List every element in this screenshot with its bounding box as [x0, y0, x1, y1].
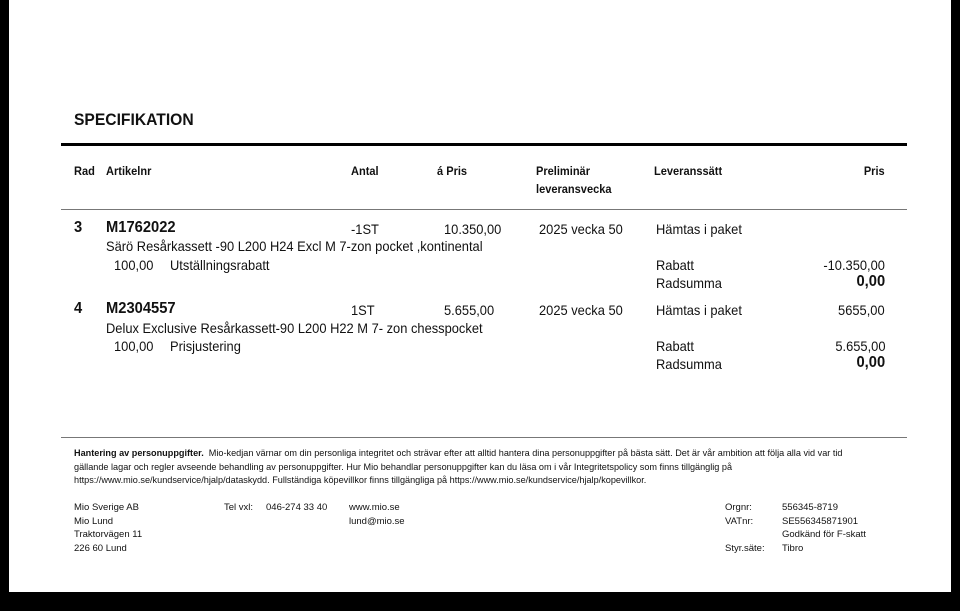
- radsumma-value: 0,00: [856, 273, 885, 290]
- phone-number: 046-274 33 40: [266, 502, 328, 513]
- discount-percent: 100,00: [114, 338, 154, 354]
- article-number: M1762022: [106, 219, 176, 236]
- col-leveransvecka-line2: leveransvecka: [536, 182, 612, 196]
- document-page: [9, 0, 951, 592]
- col-a-pris: á Pris: [437, 164, 468, 178]
- radsumma-label: Radsumma: [656, 275, 722, 291]
- website-link[interactable]: www.mio.se: [349, 502, 400, 513]
- col-leveransvecka-line1: Preliminär: [536, 164, 591, 178]
- orgnr-value: 556345-8719: [782, 502, 838, 513]
- rabatt-value: -10.350,00: [823, 257, 885, 273]
- company-name: Mio Sverige AB: [74, 502, 139, 513]
- footer-address: [74, 501, 142, 555]
- radsumma-value: 0,00: [856, 354, 885, 371]
- unit-price: 10.350,00: [444, 221, 502, 237]
- vatnr-label: VATnr:: [725, 515, 754, 527]
- line-price: 5655,00: [838, 302, 885, 318]
- email-link[interactable]: lund@mio.se: [349, 515, 405, 527]
- street-address: Traktorvägen 11: [74, 529, 143, 540]
- discount-label: Prisjustering: [170, 338, 241, 354]
- store-name: Mio Lund: [74, 515, 114, 527]
- delivery-method: Hämtas i paket: [656, 302, 742, 318]
- orgnr-label: Orgnr:: [725, 502, 752, 513]
- rabatt-label: Rabatt: [656, 257, 694, 273]
- discount-label: Utställningsrabatt: [170, 257, 270, 273]
- item-description: Delux Exclusive Resårkassett-90 L200 H22 M 7- zon chesspocket: [106, 320, 483, 336]
- privacy-notice: [74, 447, 861, 488]
- privacy-notice-heading: Hantering av personuppgifter.: [74, 448, 204, 459]
- page-title: SPECIFIKATION: [74, 110, 194, 129]
- radsumma-label: Radsumma: [656, 356, 722, 372]
- rabatt-label: Rabatt: [656, 338, 694, 354]
- delivery-method: Hämtas i paket: [656, 221, 742, 237]
- header-top-rule: [61, 143, 907, 146]
- discount-percent: 100,00: [114, 257, 154, 273]
- header-bottom-rule: [61, 209, 907, 210]
- footer-top-rule: [61, 437, 907, 438]
- styrsate-label: Styr.säte:: [725, 542, 765, 554]
- phone-label: Tel vxl:: [224, 502, 254, 513]
- item-description: Särö Resårkassett -90 L200 H24 Excl M 7-zon pocket ,kontinental: [106, 238, 483, 254]
- col-rad: Rad: [74, 164, 95, 178]
- footer-web: [349, 501, 405, 528]
- col-pris: Pris: [864, 164, 885, 178]
- col-leveranssatt: Leveranssätt: [654, 164, 723, 178]
- row-number: 4: [74, 300, 83, 317]
- footer-values: [782, 501, 866, 555]
- delivery-week: 2025 vecka 50: [539, 302, 623, 318]
- styrsate-value: Tibro: [782, 542, 804, 554]
- quantity: -1ST: [351, 221, 379, 237]
- col-antal: Antal: [351, 164, 379, 178]
- fskatt-text: Godkänd för F-skatt: [782, 529, 866, 540]
- delivery-week: 2025 vecka 50: [539, 221, 623, 237]
- postal-address: 226 60 Lund: [74, 542, 127, 554]
- vatnr-value: SE556345871901: [782, 515, 859, 527]
- unit-price: 5.655,00: [444, 302, 495, 318]
- rabatt-value: 5.655,00: [834, 338, 885, 354]
- footer-labels: [725, 501, 765, 555]
- quantity: 1ST: [351, 302, 375, 318]
- col-artikelnr: Artikelnr: [106, 164, 152, 178]
- privacy-notice-text: Mio-kedjan värnar om din personliga integritet och strävar efter att alltid hantera dina personuppgifter på bästa sätt. Det är vår ambition att följa alla vid var tid gällande lagar och regler avseende behandling av personuppgifter. Hur Mio behandlar personuppgifter kan du läsa om i vår Integritetspolicy som finns tillgänglig på https://www.mio.se/kundservice/hjalp/dataskydd. Fullständiga köpevillkor finns tillgängliga på https://www.mio.se/kundservice/hjalp/kopevillkor.: [74, 448, 843, 486]
- row-number: 3: [74, 219, 83, 236]
- article-number: M2304557: [106, 300, 176, 317]
